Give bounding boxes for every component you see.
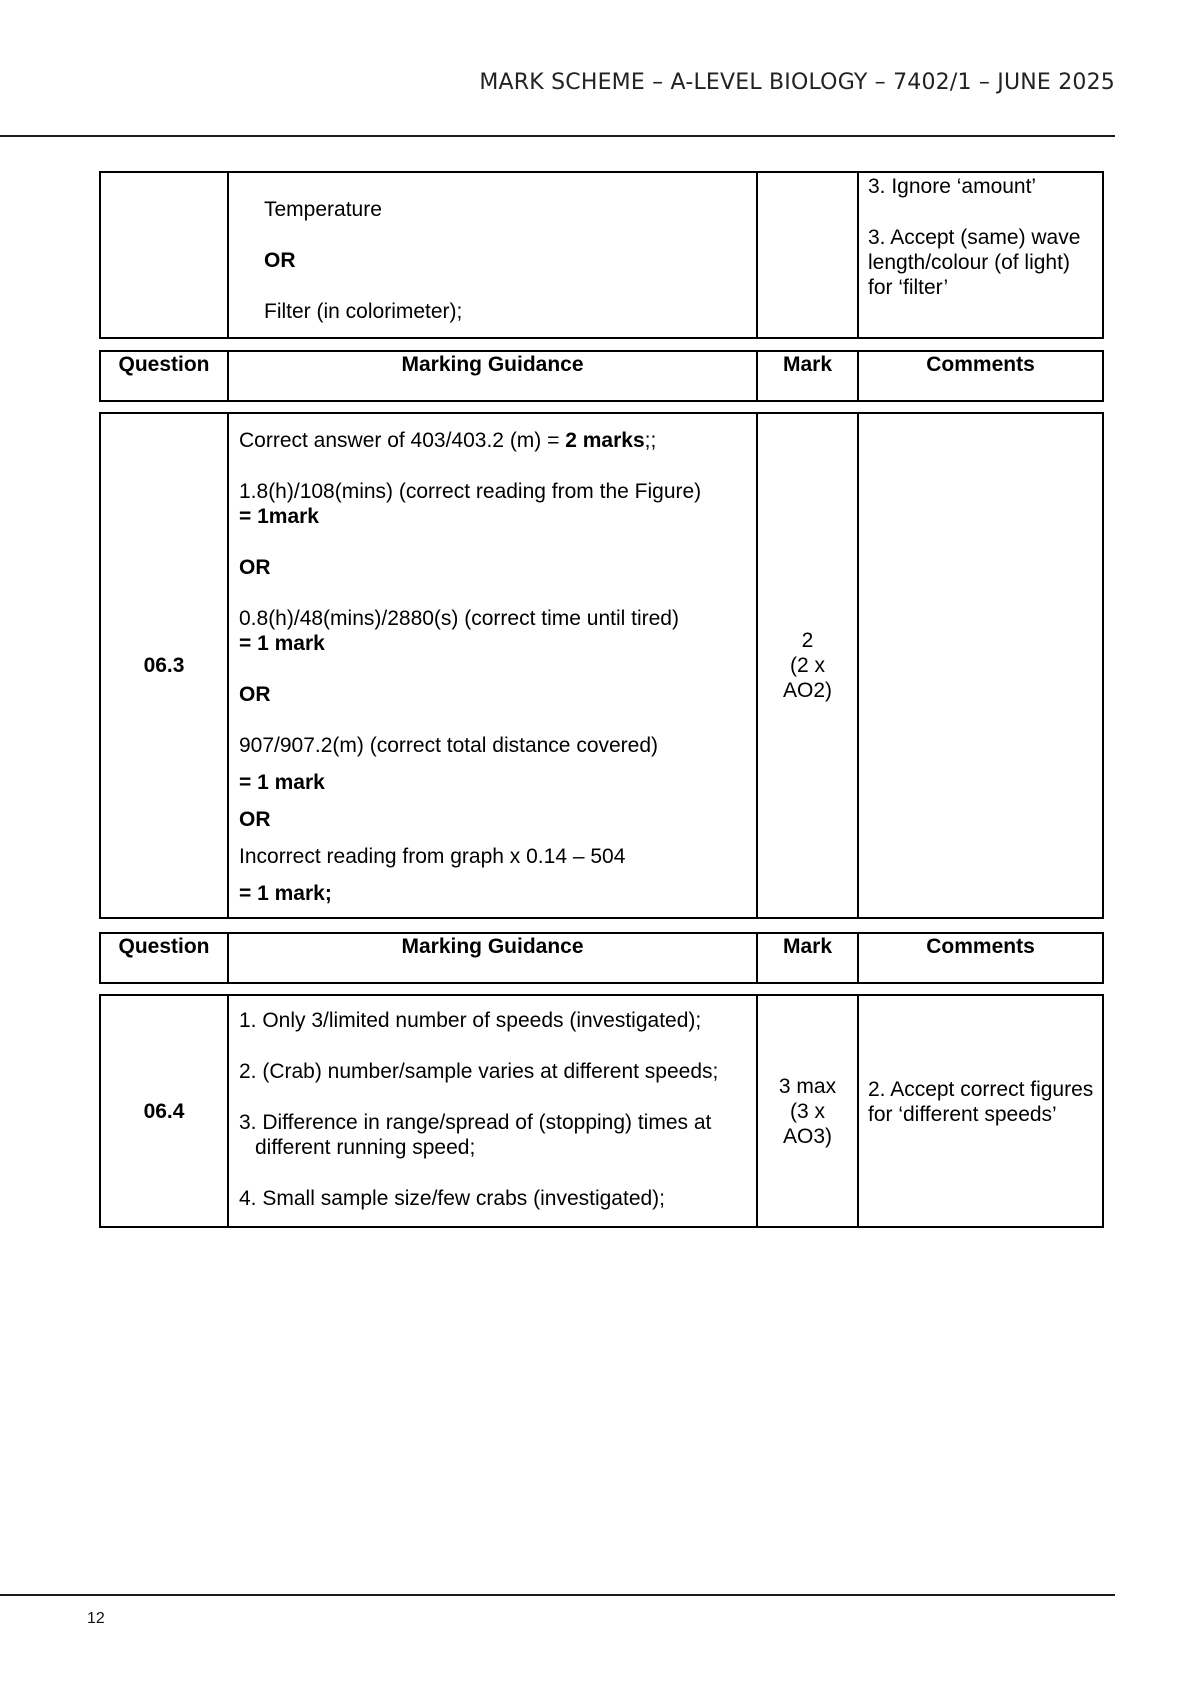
guidance-line: Temperature (264, 198, 382, 221)
header-question: Question (100, 351, 228, 401)
comment-line: 3. Ignore ‘amount’ (868, 175, 1037, 198)
mark-value: AO2) (782, 679, 832, 702)
header-mark: Mark (757, 351, 858, 401)
guidance-point: 4. Small sample size/few crabs (investigated); (239, 1187, 665, 1210)
comment-line: 2. Accept correct figures for ‘different speeds’ (868, 1078, 1094, 1126)
guidance-line: Correct answer of 403/403.2 (m) = 2 marks;; (239, 429, 657, 452)
header-guidance: Marking Guidance (228, 933, 757, 983)
guidance-line: 907/907.2(m) (correct total distance covered) (239, 734, 659, 757)
mark-cell-empty (757, 172, 858, 338)
guidance-line: Incorrect reading from graph x 0.14 – 504 (239, 845, 626, 868)
mark-value: (2 x (789, 654, 825, 677)
guidance-point: 1. Only 3/limited number of speeds (investigated); (239, 1009, 702, 1032)
question-number: 06.3 (100, 413, 228, 918)
mark-award: = 1 mark (239, 632, 325, 655)
mark-value: (3 x (789, 1099, 825, 1123)
guidance-cell (228, 172, 757, 338)
mark-award: = 1mark (239, 505, 319, 528)
mark-award: = 1 mark; (239, 882, 332, 905)
or-label: OR (239, 808, 271, 831)
page-number: 12 (87, 1610, 105, 1627)
mark-award: = 1 mark (239, 771, 325, 794)
page-header-title: MARK SCHEME – A-LEVEL BIOLOGY – 7402/1 – JUNE 2025 (479, 70, 1115, 95)
guidance-line: 0.8(h)/48(mins)/2880(s) (correct time until tired) (239, 607, 679, 630)
or-label: OR (239, 556, 271, 579)
guidance-line: Filter (in colorimeter); (264, 300, 463, 323)
guidance-cell (228, 413, 757, 918)
question-06-4-table (99, 994, 1104, 1228)
header-guidance: Marking Guidance (228, 351, 757, 401)
header-divider (0, 135, 1115, 137)
header-comments: Comments (858, 351, 1103, 401)
column-header-table (99, 350, 1104, 402)
guidance-line: 1.8(h)/108(mins) (correct reading from the Figure) (239, 480, 702, 503)
guidance-point: 2. (Crab) number/sample varies at different speeds; (239, 1060, 719, 1083)
header-comments: Comments (858, 933, 1103, 983)
guidance-point-continued: different running speed; (255, 1136, 476, 1159)
mark-value: 2 (801, 629, 814, 652)
header-question: Question (100, 933, 228, 983)
comment-line: 3. Accept (same) wave length/colour (of light) for ‘filter’ (868, 226, 1081, 299)
guidance-cell (228, 995, 757, 1227)
question-number: 06.4 (100, 995, 228, 1227)
mark-cell (757, 995, 858, 1227)
continuation-table (99, 171, 1104, 339)
or-label: OR (239, 683, 271, 706)
or-label: OR (264, 249, 296, 272)
mark-cell (757, 413, 858, 918)
comments-cell (858, 413, 1103, 918)
mark-value: 3 max (778, 1074, 837, 1098)
guidance-point: 3. Difference in range/spread of (stopping) times at (239, 1111, 712, 1134)
header-mark: Mark (757, 933, 858, 983)
question-06-3-table (99, 412, 1104, 919)
mark-value: AO3) (782, 1124, 832, 1148)
comments-cell (858, 995, 1103, 1227)
footer-divider (0, 1594, 1115, 1596)
column-header-table (99, 932, 1104, 984)
comments-cell (858, 172, 1103, 338)
question-cell-empty (100, 172, 228, 338)
